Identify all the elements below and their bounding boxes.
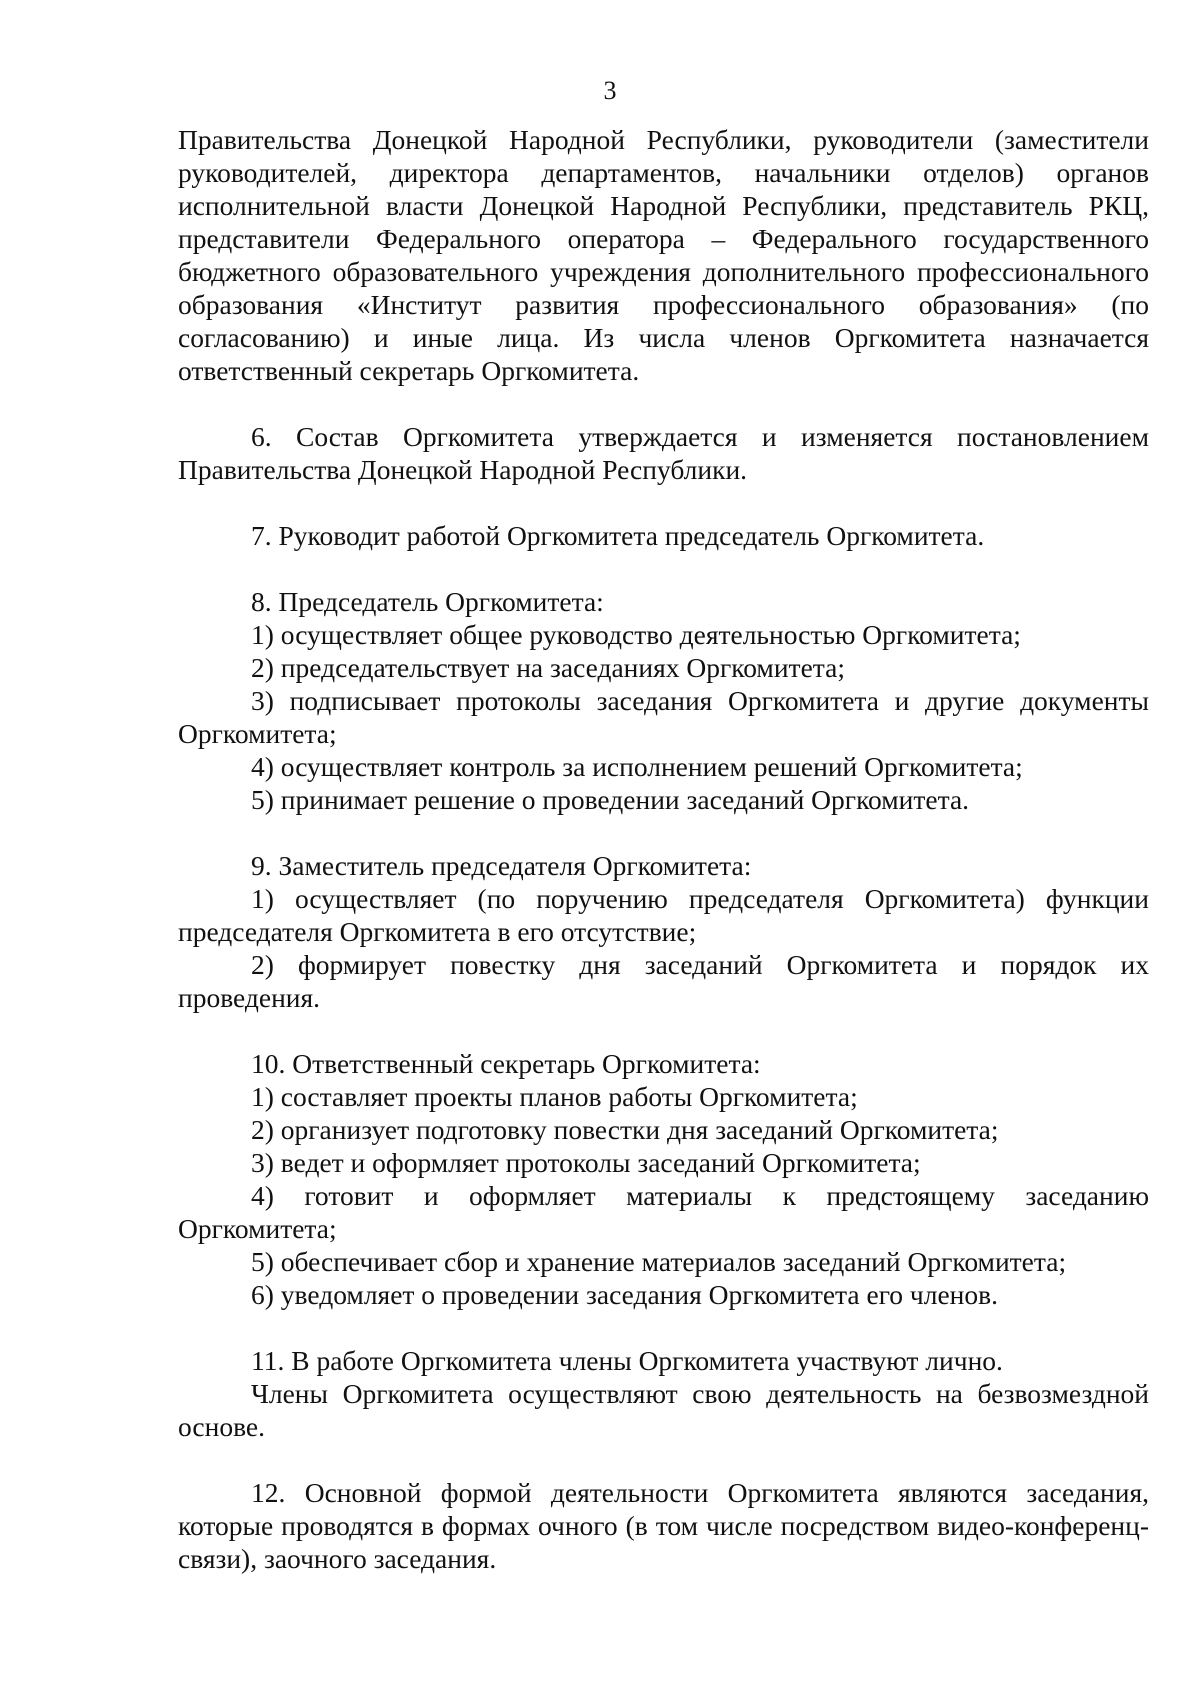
clause-8-item-5: 5) принимает решение о проведении заседаний Оргкомитета.: [251, 784, 970, 815]
paragraph-continuation: Правительства Донецкой Народной Республики, руководители (заместители руководителей, директора департаментов, начальники отделов) органов исполнительной власти Донецкой Народной Республики, представитель РКЦ, представители Федерального оператора – Федерального государственного бюджетного образовательного учреждения дополнительного профессионального образования «Институт развития профессионального образования» (по согласованию) и иные лица. Из числа членов Оргкомитета назначается ответственный секретарь Оргкомитета.: [178, 124, 1149, 386]
clause-6: 6. Состав Оргкомитета утверждается и изменяется постановлением Правительства Донецкой Народной Республики.: [178, 421, 1149, 485]
clause-8-item-2: 2) председательствует на заседаниях Оргкомитета;: [251, 652, 845, 683]
clause-8-item-1: 1) осуществляет общее руководство деятельностью Оргкомитета;: [251, 619, 1021, 650]
clause-10-item-5: 5) обеспечивает сбор и хранение материалов заседаний Оргкомитета;: [251, 1246, 1067, 1277]
clause-9-item-1: 1) осуществляет (по поручению председателя Оргкомитета) функции председателя Оргкомитета в его отсутствие;: [178, 883, 1149, 947]
clause-11-members: Члены Оргкомитета осуществляют свою деятельность на безвозмездной основе.: [178, 1378, 1149, 1442]
clause-8-item-3: 3) подписывает протоколы заседания Оргкомитета и другие документы Оргкомитета;: [178, 685, 1149, 749]
clause-8-heading: 8. Председатель Оргкомитета:: [251, 586, 604, 617]
clause-8-item-4: 4) осуществляет контроль за исполнением решений Оргкомитета;: [251, 751, 1023, 782]
clause-10-heading: 10. Ответственный секретарь Оргкомитета:: [251, 1048, 761, 1079]
clause-10-item-4: 4) готовит и оформляет материалы к предстоящему заседанию Оргкомитета;: [178, 1180, 1149, 1244]
clause-10-item-6: 6) уведомляет о проведении заседания Оргкомитета его членов.: [251, 1279, 998, 1310]
clause-9-heading: 9. Заместитель председателя Оргкомитета:: [251, 850, 752, 881]
clause-7: 7. Руководит работой Оргкомитета председатель Оргкомитета.: [251, 520, 985, 551]
clause-10-item-1: 1) составляет проекты планов работы Оргкомитета;: [251, 1081, 858, 1112]
clause-11: 11. В работе Оргкомитета члены Оргкомитета участвуют лично.: [251, 1345, 1003, 1376]
document-body: [178, 123, 1149, 1575]
clause-10-item-3: 3) ведет и оформляет протоколы заседаний Оргкомитета;: [251, 1147, 921, 1178]
clause-10-item-2: 2) организует подготовку повестки дня заседаний Оргкомитета;: [251, 1114, 999, 1145]
clause-12: 12. Основной формой деятельности Оргкомитета являются заседания, которые проводятся в формах очного (в том числе посредством видео-конференц-связи), заочного заседания.: [178, 1477, 1149, 1574]
page-number: 3: [603, 76, 617, 105]
clause-9-item-2: 2) формирует повестку дня заседаний Оргкомитета и порядок их проведения.: [178, 949, 1149, 1013]
